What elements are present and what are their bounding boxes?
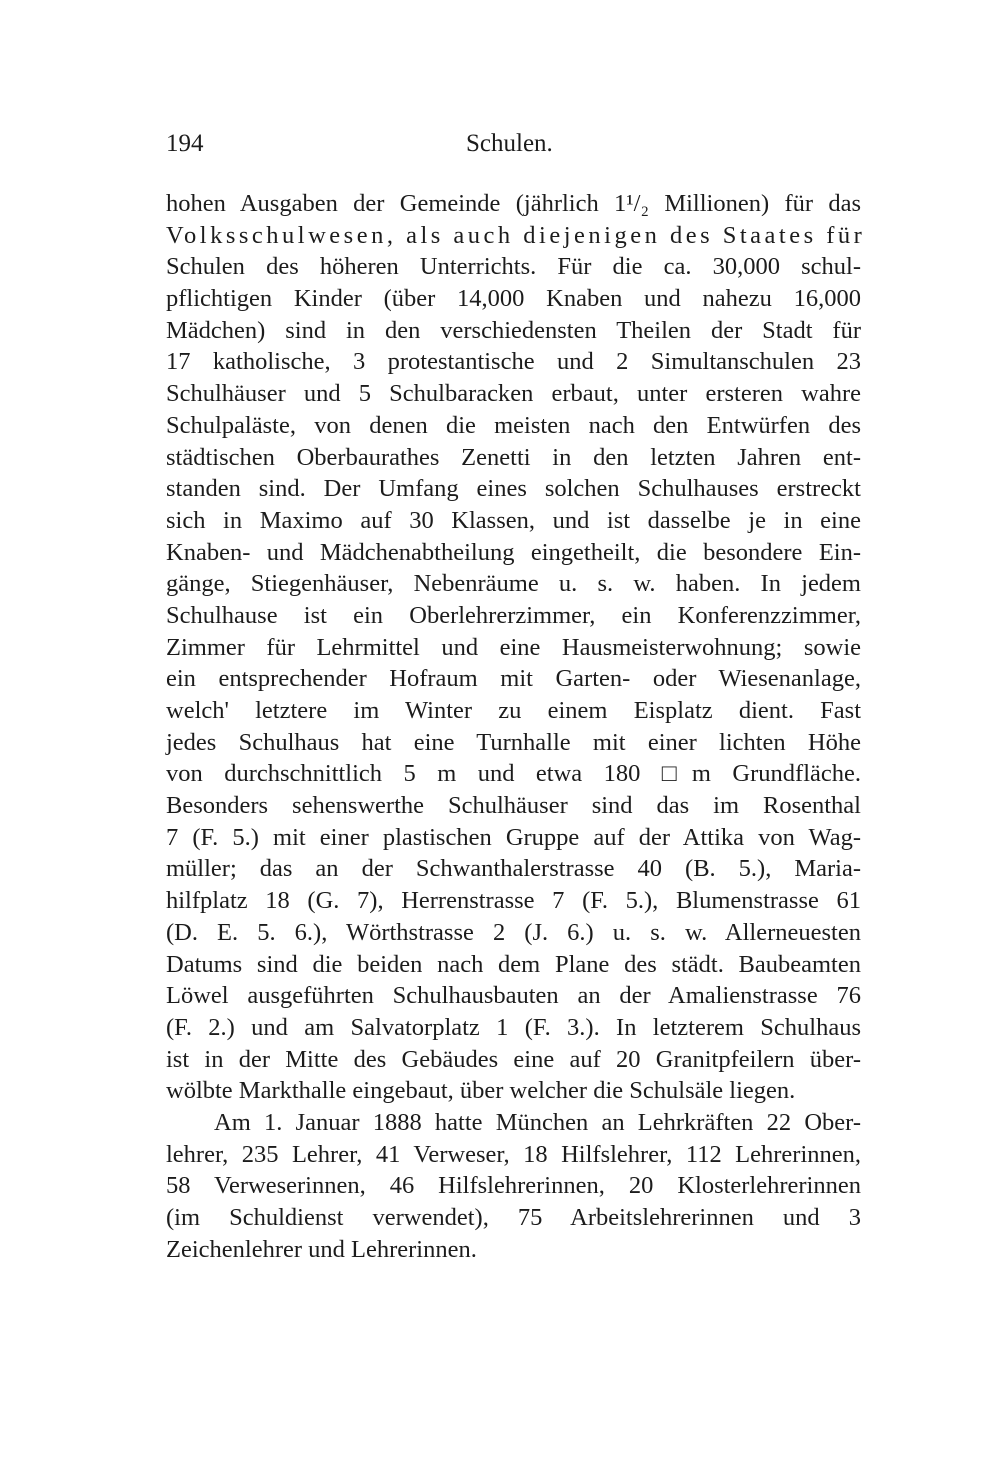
text-line: gänge, Stiegenhäuser, Nebenräume u. s. w. haben. In jedem (166, 570, 861, 598)
text-line: lehrer, 235 Lehrer, 41 Verweser, 18 Hilfslehrer, 112 Lehrerinnen, (166, 1140, 861, 1168)
text-line: müller; das an der Schwanthalerstrasse 40 (B. 5.), Maria- (166, 855, 861, 883)
text-line: hilfplatz 18 (G. 7), Herrenstrasse 7 (F. 5.), Blumenstrasse 61 (166, 887, 861, 915)
text-line: Schulhäuser und 5 Schulbaracken erbaut, unter ersteren wahre (166, 380, 861, 408)
text-line: wölbte Markthalle eingebaut, über welcher die Schulsäle liegen. (166, 1077, 796, 1105)
running-head: Schulen. (466, 130, 553, 157)
text-line: 58 Verweserinnen, 46 Hilfslehrerinnen, 20 Klosterlehrerinnen (166, 1172, 861, 1200)
page-number: 194 (166, 130, 204, 157)
text-line: (D. E. 5. 6.), Wörthstrasse 2 (J. 6.) u. s. w. Allerneuesten (166, 918, 861, 946)
text-line: Mädchen) sind in den verschiedensten Theilen der Stadt für (166, 316, 861, 344)
text-line: ein entsprechender Hofraum mit Garten- oder Wiesenanlage, (166, 665, 861, 693)
text-line: Am 1. Januar 1888 hatte München an Lehrkräften 22 Ober- (214, 1108, 861, 1136)
text-line: Zimmer für Lehrmittel und eine Hausmeisterwohnung; sowie (166, 633, 861, 661)
text-line: (F. 2.) und am Salvatorplatz 1 (F. 3.). In letzterem Schulhaus (166, 1013, 861, 1041)
text-line: hohen Ausgaben der Gemeinde (jährlich 1¹/₂ Millionen) für das (166, 190, 861, 217)
text-line: (im Schuldienst verwendet), 75 Arbeitslehrerinnen und 3 (166, 1204, 861, 1231)
text-line: von durchschnittlich 5 m und etwa 180 □m Grundfläche. (166, 760, 861, 788)
text-line: Besonders sehenswerthe Schulhäuser sind das im Rosenthal (166, 792, 861, 820)
text-line: Schulen des höheren Unterrichts. Für die ca. 30,000 schul- (166, 253, 861, 281)
text-line: Löwel ausgeführten Schulhausbauten an der Amalienstrasse 76 (166, 982, 861, 1010)
text-line: Schulpaläste, von denen die meisten nach den Entwürfen des (166, 411, 861, 439)
text-line: ist in der Mitte des Gebäudes eine auf 20 Granitpfeilern über- (166, 1045, 861, 1073)
body-text (166, 188, 866, 1265)
text-line: Schulhause ist ein Oberlehrerzimmer, ein Konferenzzimmer, (166, 601, 861, 629)
text-line: jedes Schulhaus hat eine Turnhalle mit einer lichten Höhe (166, 728, 861, 756)
text-line: 7 (F. 5.) mit einer plastischen Gruppe auf der Attika von Wag- (166, 823, 861, 851)
text-line: städtischen Oberbaurathes Zenetti in den letzten Jahren ent- (166, 443, 861, 471)
text-line: Knaben- und Mädchenabtheilung eingetheilt, die besondere Ein- (166, 538, 861, 566)
text-line: pflichtigen Kinder (über 14,000 Knaben und nahezu 16,000 (166, 285, 861, 313)
text-line: sich in Maximo auf 30 Klassen, und ist dasselbe je in eine (166, 506, 861, 534)
text-line: standen sind. Der Umfang eines solchen Schulhauses erstreckt (166, 475, 861, 503)
text-line: Datums sind die beiden nach dem Plane des städt. Baubeamten (166, 950, 861, 978)
text-line: welch' letztere im Winter zu einem Eisplatz dient. Fast (166, 697, 861, 724)
text-line: 17 katholische, 3 protestantische und 2 Simultanschulen 23 (166, 348, 861, 376)
text-line: Volksschulwesen, als auch diejenigen des Staates für (166, 221, 866, 249)
page-header (166, 130, 861, 170)
text-line: Zeichenlehrer und Lehrerinnen. (166, 1235, 477, 1263)
